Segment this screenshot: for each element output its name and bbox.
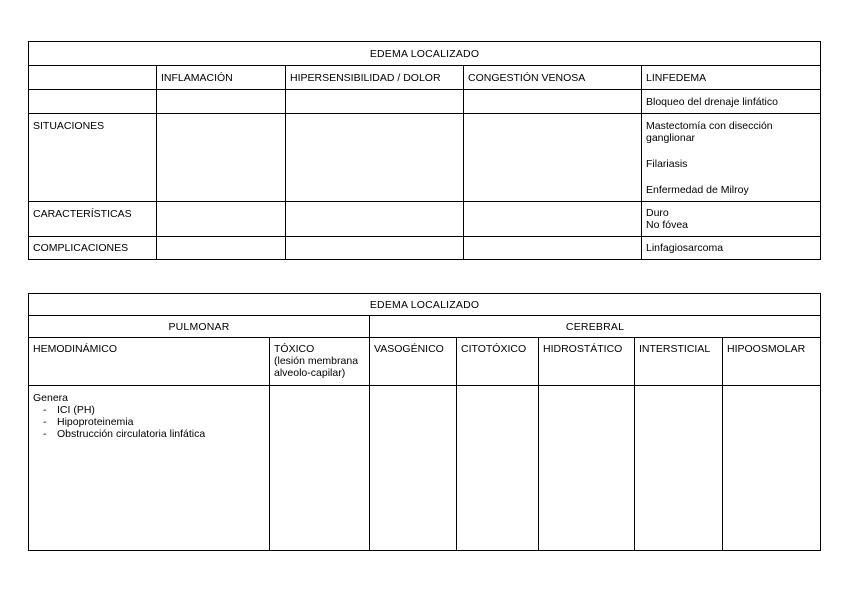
caracteristica-item: Duro — [646, 207, 669, 219]
table-2-title: EDEMA LOCALIZADO — [29, 294, 821, 316]
empty-cell — [157, 114, 286, 202]
list-item: - ICI (PH) — [43, 404, 265, 416]
empty-cell — [286, 114, 464, 202]
empty-cell — [457, 386, 539, 551]
edema-localizado-table-2 — [28, 293, 821, 551]
linfedema-situaciones — [642, 114, 821, 202]
empty-cell — [157, 90, 286, 114]
col-inflamacion: INFLAMACIÓN — [157, 66, 286, 90]
empty-cell — [539, 386, 635, 551]
table-1-title: EDEMA LOCALIZADO — [29, 42, 821, 66]
col-vasogenico: VASOGÉNICO — [370, 338, 457, 386]
empty-cell — [286, 237, 464, 260]
genera-heading: Genera — [33, 392, 69, 404]
situacion-item: Mastectomía con disección ganglionar — [646, 120, 773, 144]
genera-list — [33, 404, 265, 440]
empty-cell — [286, 90, 464, 114]
row-label-situaciones: SITUACIONES — [29, 114, 157, 202]
empty-cell — [157, 202, 286, 237]
group-pulmonar: PULMONAR — [29, 316, 370, 338]
col-linfedema: LINFEDEMA — [642, 66, 821, 90]
hemodinamico-content — [29, 386, 270, 551]
empty-cell — [464, 202, 642, 237]
row-label-complicaciones: COMPLICACIONES — [29, 237, 157, 260]
empty-cell — [464, 237, 642, 260]
empty-cell — [157, 237, 286, 260]
col-citotoxico: CITOTÓXICO — [457, 338, 539, 386]
list-item: - Obstrucción circulatoria linfática — [43, 428, 265, 440]
linfedema-caracteristicas — [642, 202, 821, 237]
toxico-note: (lesión membrana alveolo-capilar) — [274, 355, 359, 379]
empty-cell — [464, 114, 642, 202]
empty-cell — [270, 386, 370, 551]
edema-localizado-table-1 — [28, 41, 821, 260]
empty-cell — [29, 66, 157, 90]
empty-cell — [723, 386, 821, 551]
col-hipoosmolar: HIPOOSMOLAR — [723, 338, 821, 386]
col-hidrostatico: HIDROSTÁTICO — [539, 338, 635, 386]
empty-cell — [635, 386, 723, 551]
col-hipersensibilidad-dolor: HIPERSENSIBILIDAD / DOLOR — [286, 66, 464, 90]
situacion-item: Enfermedad de Milroy — [646, 184, 749, 196]
empty-cell — [29, 90, 157, 114]
col-congestion-venosa: CONGESTIÓN VENOSA — [464, 66, 642, 90]
linfedema-complicaciones: Linfagiosarcoma — [642, 237, 821, 260]
col-hemodinamico: HEMODINÁMICO — [29, 338, 270, 386]
col-toxico — [270, 338, 370, 386]
empty-cell — [286, 202, 464, 237]
linfedema-cause: Bloqueo del drenaje linfático — [642, 90, 821, 114]
list-item: - Hipoproteinemia — [43, 416, 265, 428]
situacion-item: Filariasis — [646, 158, 688, 170]
row-label-caracteristicas: CARACTERÍSTICAS — [29, 202, 157, 237]
empty-cell — [370, 386, 457, 551]
group-cerebral: CEREBRAL — [370, 316, 821, 338]
col-intersticial: INTERSTICIAL — [635, 338, 723, 386]
empty-cell — [464, 90, 642, 114]
caracteristica-item: No fóvea — [646, 219, 689, 231]
toxico-label: TÓXICO — [274, 343, 315, 355]
